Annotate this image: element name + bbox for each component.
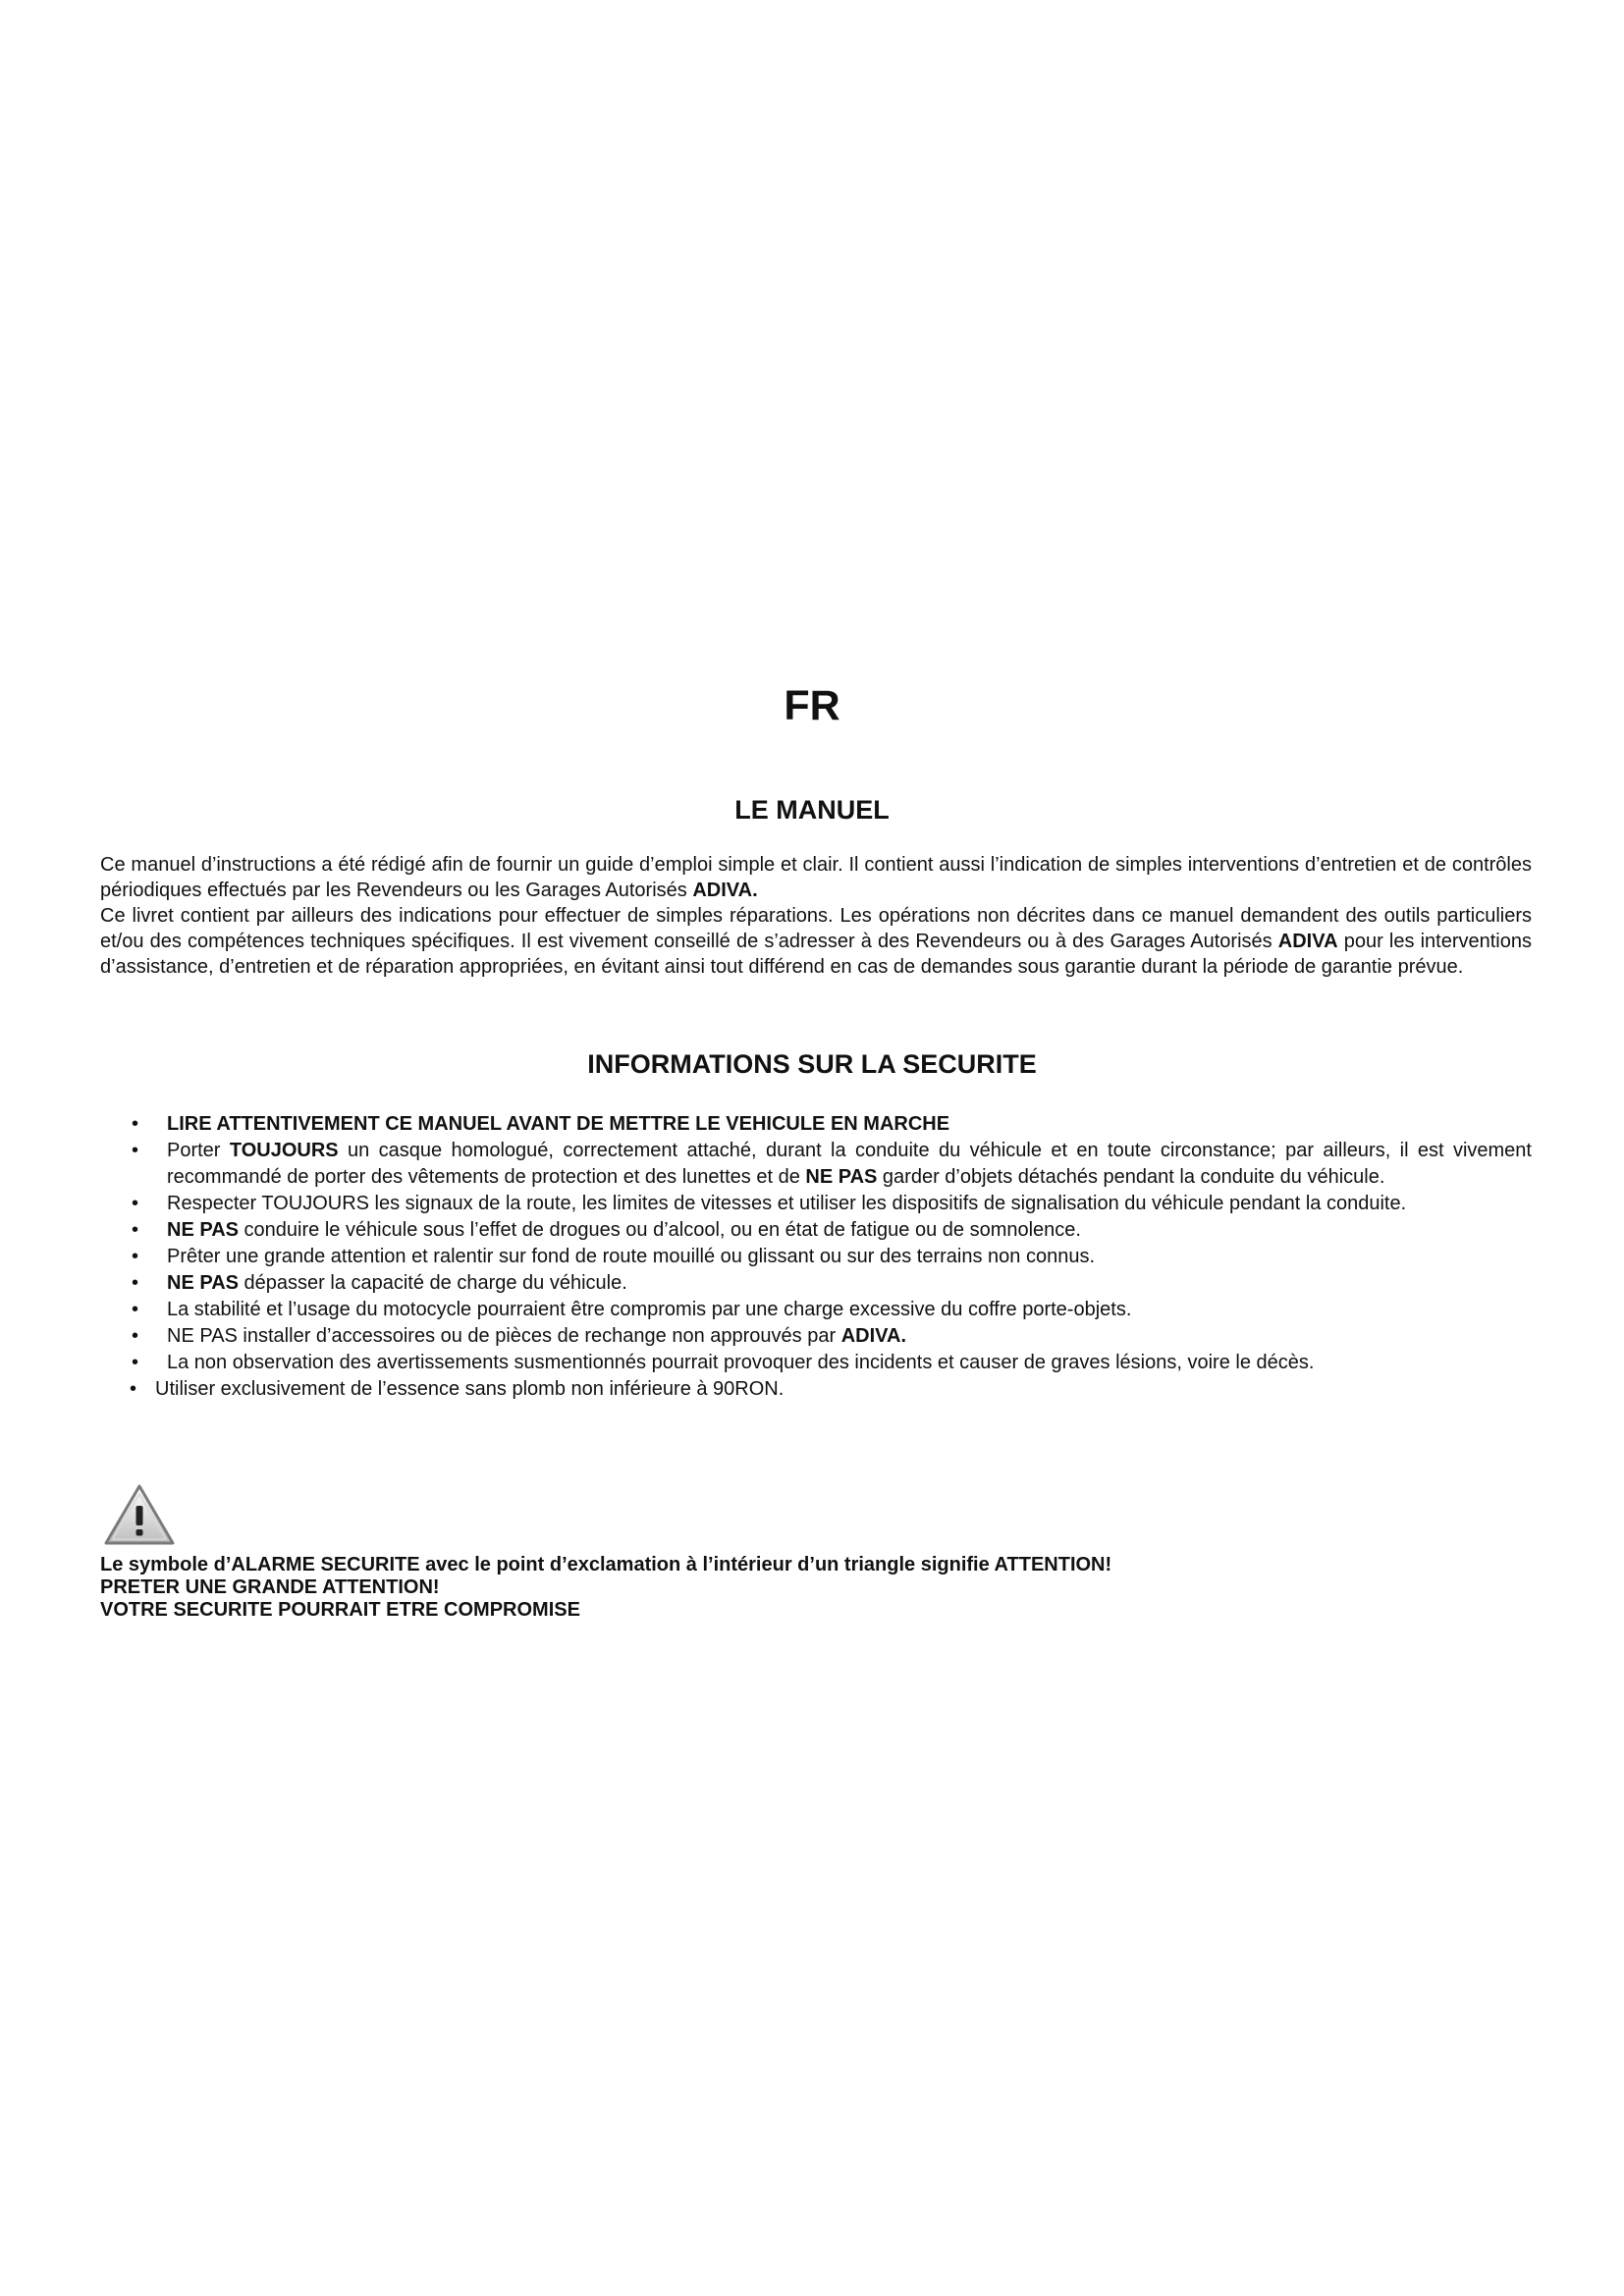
list-item-text: Prêter une grande attention et ralentir sur fond de route mouillé ou glissant ou sur des terrains non connus. xyxy=(167,1246,1096,1267)
list-item-bold: LIRE ATTENTIVEMENT CE MANUEL AVANT DE METTRE LE VEHICULE EN MARCHE xyxy=(167,1113,950,1135)
language-code-heading: FR xyxy=(784,682,840,729)
list-item-text: Utiliser exclusivement de l’essence sans plomb non inférieure à 90RON. xyxy=(155,1378,785,1400)
alarm-line-3: VOTRE SECURITE POURRAIT ETRE COMPROMISE xyxy=(100,1599,580,1621)
brand-name: ADIVA. xyxy=(840,1325,907,1347)
list-item-bold: NE PAS xyxy=(167,1272,239,1294)
manual-paragraph-2-text-a: Ce livret contient par ailleurs des indications pour effectuer de simples réparations. Les opérations non décrites dans ce manuel demandent des outils particuliers et/ou des compétences techniques spécifiques. Il est vivement conseillé de s’adresser à des Revendeurs ou à des Garages Autorisés xyxy=(100,905,1532,952)
list-item xyxy=(100,1111,1532,1138)
brand-name: ADIVA xyxy=(1277,931,1338,952)
list-item-text: garder d’objets détachés pendant la conduite du véhicule. xyxy=(877,1166,1385,1188)
list-item xyxy=(100,1191,1532,1217)
safety-rules-list xyxy=(100,1111,1532,1403)
manual-paragraph-2 xyxy=(100,903,1532,980)
brand-name: ADIVA. xyxy=(692,880,758,901)
warning-triangle-icon xyxy=(102,1482,177,1547)
list-item-text: Porter xyxy=(167,1140,230,1161)
list-item xyxy=(100,1297,1532,1323)
list-item-bold: NE PAS xyxy=(167,1219,239,1241)
list-item-text: La non observation des avertissements susmentionnés pourrait provoquer des incidents et causer de graves lésions, voire le décès. xyxy=(167,1352,1315,1373)
safety-section-title: INFORMATIONS SUR LA SECURITE xyxy=(587,1049,1037,1079)
alarm-line-1: Le symbole d’ALARME SECURITE avec le point d’exclamation à l’intérieur d’un triangle signifie ATTENTION! xyxy=(100,1554,1112,1575)
list-item xyxy=(100,1244,1532,1270)
list-item xyxy=(100,1270,1532,1297)
manual-paragraph-1 xyxy=(100,852,1532,903)
list-item-text: NE PAS installer d’accessoires ou de pièces de rechange non approuvés par xyxy=(167,1325,841,1347)
list-item xyxy=(100,1217,1532,1244)
manual-section-title: LE MANUEL xyxy=(734,795,890,825)
list-item-bold: NE PAS xyxy=(805,1166,878,1188)
list-item xyxy=(100,1138,1532,1191)
list-item-bold: TOUJOURS xyxy=(229,1140,339,1161)
list-item-text: La stabilité et l’usage du motocycle pourraient être compromis par une charge excessive du coffre porte-objets. xyxy=(167,1299,1132,1320)
list-item-text: un casque homologué, correctement attaché, durant la conduite du véhicule et en toute circonstance; par ailleurs, il est vivement recommandé de porter des vêtements de protection et des lunettes et de xyxy=(167,1140,1532,1188)
list-item xyxy=(100,1350,1532,1376)
list-item-text: conduire le véhicule sous l’effet de drogues ou d’alcool, ou en état de fatigue ou de somnolence. xyxy=(238,1219,1081,1241)
manual-paragraph-1-text: Ce manuel d’instructions a été rédigé afin de fournir un guide d’emploi simple et clair. Il contient aussi l’indication de simples interventions d’entretien et de contrôles périodiques effectués par les Revendeurs ou les Garages Autorisés xyxy=(100,854,1532,901)
list-item xyxy=(100,1323,1532,1350)
manual-paragraph-2-text-b: pour les interventions d’assistance, d’entretien et de réparation appropriées, en évitant ainsi tout différend en cas de demandes sous garantie durant la période de garantie prévue. xyxy=(100,931,1533,978)
alarm-line-2: PRETER UNE GRANDE ATTENTION! xyxy=(100,1576,440,1598)
list-item-text: dépasser la capacité de charge du véhicule. xyxy=(238,1272,627,1294)
list-item-text: Respecter TOUJOURS les signaux de la route, les limites de vitesses et utiliser les dispositifs de signalisation du véhicule pendant la conduite. xyxy=(167,1193,1407,1214)
manual-description xyxy=(100,852,1532,980)
safety-alarm-notice xyxy=(100,1554,1532,1622)
list-item xyxy=(100,1376,1532,1403)
